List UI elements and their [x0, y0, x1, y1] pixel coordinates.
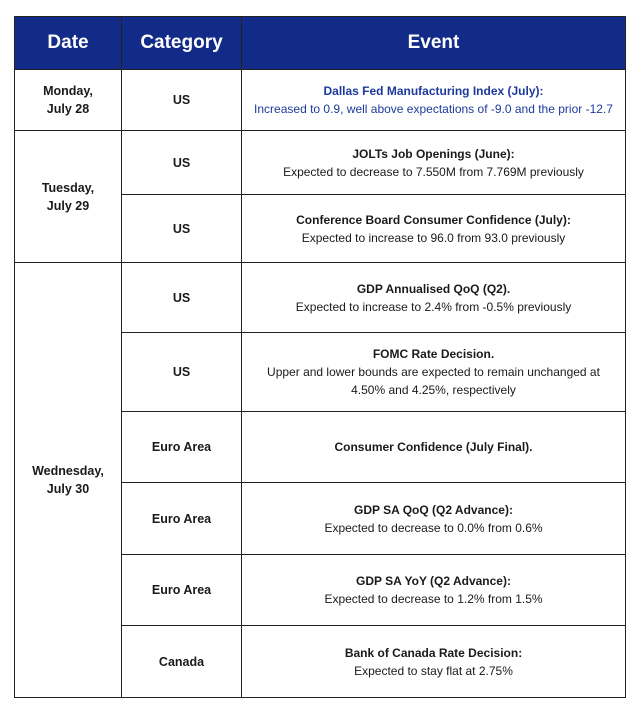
category-cell: US	[122, 131, 242, 195]
event-title: Conference Board Consumer Confidence (July):	[296, 212, 571, 227]
date-date: July 28	[46, 102, 90, 116]
event-cell	[242, 131, 626, 195]
event-cell	[242, 70, 626, 131]
table-header-row	[15, 17, 626, 70]
event-cell	[242, 412, 626, 483]
event-cell	[242, 626, 626, 698]
event-description: Expected to increase to 2.4% from -0.5% previously	[295, 299, 572, 314]
event-description: Expected to decrease to 1.2% from 1.5%	[324, 592, 543, 606]
category-cell: Euro Area	[122, 412, 242, 483]
economic-calendar-table	[14, 16, 626, 698]
event-description: Expected to increase to 96.0 from 93.0 previously	[301, 230, 566, 245]
event-description: Upper and lower bounds are expected to remain unchanged at 4.50% and 4.25%, respectively	[267, 365, 600, 397]
event-cell	[242, 263, 626, 333]
event-title: Bank of Canada Rate Decision:	[344, 645, 523, 660]
event-cell	[242, 483, 626, 555]
table-row	[15, 70, 626, 131]
event-cell	[242, 555, 626, 626]
category-cell: US	[122, 333, 242, 412]
category-cell: Canada	[122, 626, 242, 698]
table-row	[15, 263, 626, 333]
event-title: Consumer Confidence (July Final).	[334, 440, 533, 454]
event-title: Dallas Fed Manufacturing Index (July):	[323, 84, 544, 98]
event-description: Expected to decrease to 7.550M from 7.769M previously	[283, 164, 584, 179]
date-date: July 29	[46, 198, 90, 213]
event-description: Expected to stay flat at 2.75%	[354, 663, 513, 678]
date-date: July 30	[46, 482, 90, 496]
table-row	[15, 131, 626, 195]
date-day: Monday,	[43, 84, 93, 98]
category-cell: US	[122, 263, 242, 333]
event-title: GDP Annualised QoQ (Q2).	[356, 281, 511, 296]
header-category: Category	[122, 17, 242, 70]
date-cell-tuesday	[15, 131, 122, 263]
date-day: Tuesday,	[41, 180, 95, 195]
header-event: Event	[242, 17, 626, 70]
event-cell	[242, 195, 626, 263]
category-cell: Euro Area	[122, 555, 242, 626]
event-title: GDP SA QoQ (Q2 Advance):	[354, 502, 513, 517]
event-description: Expected to decrease to 0.0% from 0.6%	[324, 520, 543, 535]
date-day: Wednesday,	[32, 464, 104, 478]
event-title: GDP SA YoY (Q2 Advance):	[356, 574, 511, 588]
event-description: Increased to 0.9, well above expectations of -9.0 and the prior -12.7	[254, 102, 613, 116]
category-cell: Euro Area	[122, 483, 242, 555]
date-cell-monday	[15, 70, 122, 131]
date-cell-wednesday	[15, 263, 122, 698]
event-title: FOMC Rate Decision.	[372, 347, 495, 361]
event-title: JOLTs Job Openings (June):	[352, 146, 515, 161]
category-cell: US	[122, 70, 242, 131]
category-cell: US	[122, 195, 242, 263]
event-cell	[242, 333, 626, 412]
header-date: Date	[15, 17, 122, 70]
